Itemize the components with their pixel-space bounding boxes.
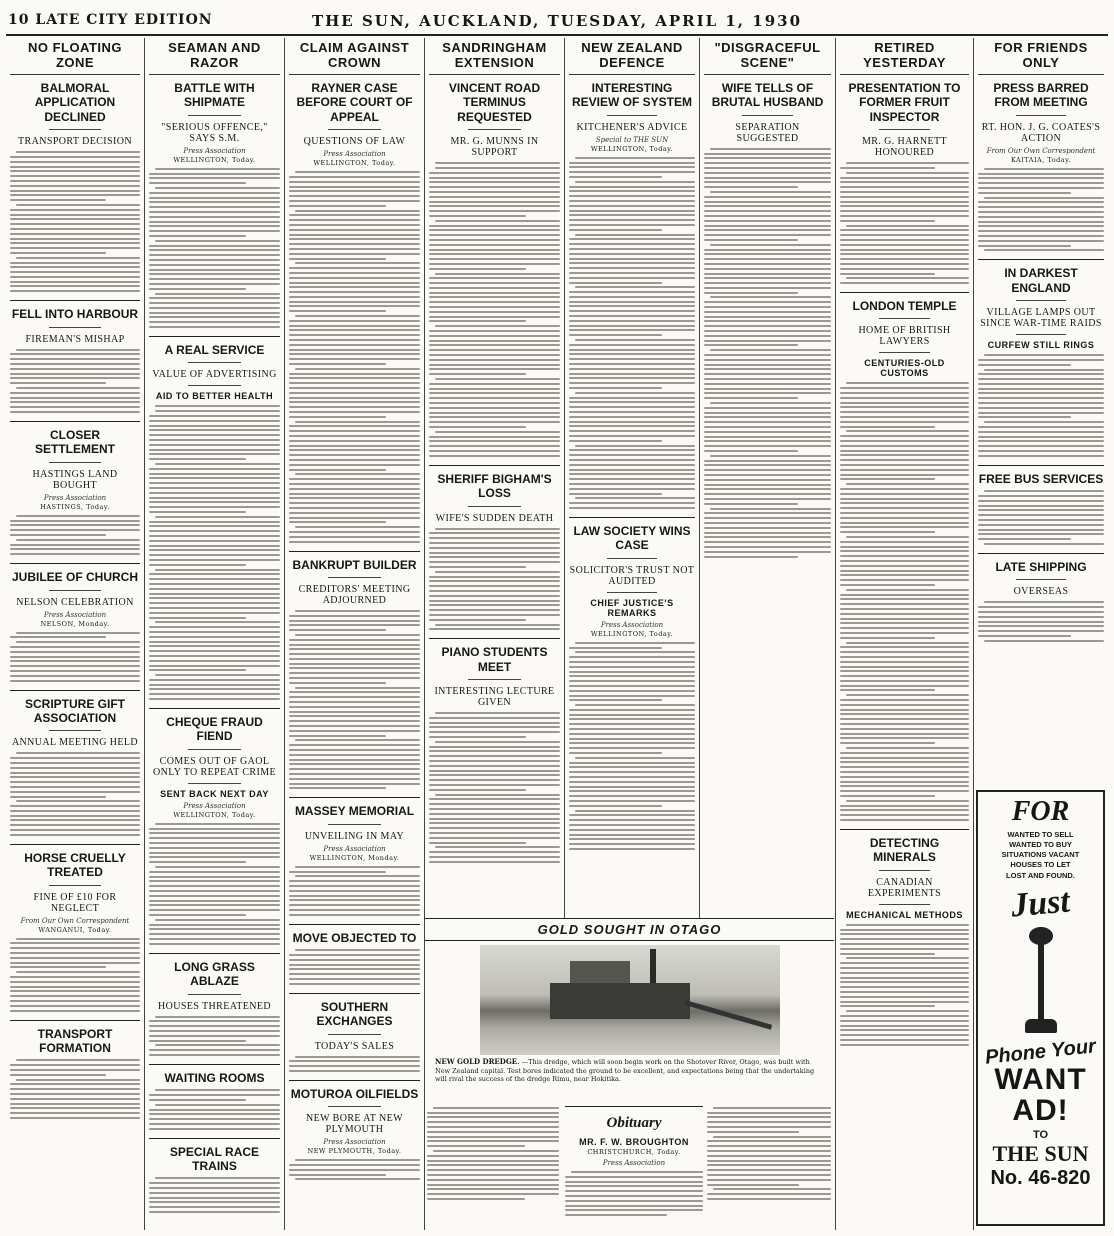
column-kicker: "DISGRACEFUL SCENE" bbox=[704, 38, 831, 75]
story-body-text bbox=[149, 1016, 280, 1056]
headline-rule bbox=[188, 115, 240, 116]
dredge-ladder-shape bbox=[684, 1000, 772, 1030]
story-byline: From Our Own Correspondent bbox=[20, 916, 130, 925]
story-headline: PIANO STUDENTS MEET bbox=[441, 645, 548, 674]
story-headline: SOUTHERN EXCHANGES bbox=[316, 999, 393, 1029]
story-divider bbox=[569, 517, 695, 518]
story-byline: Press Association bbox=[600, 620, 664, 629]
headline-rule bbox=[879, 318, 931, 319]
story-body-text bbox=[978, 601, 1104, 641]
story bbox=[429, 638, 560, 862]
story-body-text bbox=[289, 866, 420, 916]
story-subhead: VILLAGE LAMPS OUT SINCE WAR-TIME RAIDS bbox=[980, 307, 1102, 330]
story bbox=[10, 844, 140, 1012]
story-headline: LATE SHIPPING bbox=[995, 560, 1087, 574]
obituary-title: Obituary bbox=[606, 1115, 662, 1131]
story-headline: PRESENTATION TO FORMER FRUIT INSPECTOR bbox=[848, 81, 961, 124]
story-byline: Press Association bbox=[43, 493, 107, 502]
story-divider bbox=[10, 690, 140, 691]
column-2 bbox=[144, 38, 284, 1230]
story-subhead: TODAY'S SALES bbox=[314, 1040, 395, 1052]
story-dateline: WELLINGTON, Today. bbox=[173, 810, 256, 819]
story bbox=[10, 421, 140, 555]
column-kicker: RETIRED YESTERDAY bbox=[840, 38, 969, 75]
subhead-rule bbox=[188, 783, 240, 784]
story-body-text bbox=[10, 938, 140, 1012]
story-headline: CLOSER SETTLEMENT bbox=[35, 428, 115, 457]
story-subhead: COMES OUT OF GAOL ONLY TO REPEAT CRIME bbox=[152, 755, 277, 778]
column-kicker: NO FLOATING ZONE bbox=[10, 38, 140, 75]
story-subhead: SEPARATION SUGGESTED bbox=[735, 121, 800, 144]
story-divider bbox=[149, 708, 280, 709]
story-subhead-2: CURFEW STILL RINGS bbox=[987, 340, 1095, 351]
story-body-text bbox=[840, 162, 969, 284]
story-subhead: CREDITORS' MEETING ADJOURNED bbox=[298, 583, 411, 606]
story-headline: VINCENT ROAD TERMINUS REQUESTED bbox=[448, 81, 541, 124]
story bbox=[289, 81, 420, 543]
story-subhead-2: MECHANICAL METHODS bbox=[846, 909, 963, 920]
story-subhead: VALUE OF ADVERTISING bbox=[152, 369, 277, 381]
story-dateline: NELSON, Monday. bbox=[40, 619, 110, 628]
story-body-text bbox=[978, 168, 1104, 252]
ad-phone-number: No. 46-820 bbox=[990, 1166, 1091, 1189]
feature-headline: GOLD SOUGHT IN OTAGO bbox=[425, 918, 834, 941]
headline-rule bbox=[1016, 579, 1066, 580]
headline-rule bbox=[1016, 300, 1066, 301]
story-headline: SCRIPTURE GIFT ASSOCIATION bbox=[24, 696, 125, 725]
story bbox=[429, 465, 560, 631]
story-subhead-2: AID TO BETTER HEALTH bbox=[155, 391, 274, 402]
ad-to: TO bbox=[1032, 1128, 1049, 1141]
story-body-text bbox=[569, 157, 695, 509]
story bbox=[10, 690, 140, 836]
story-headline: TRANSPORT FORMATION bbox=[37, 1026, 113, 1055]
story-subhead: ANNUAL MEETING HELD bbox=[11, 737, 139, 749]
story bbox=[429, 81, 560, 457]
story bbox=[978, 81, 1104, 251]
story bbox=[704, 81, 831, 558]
ad-paper-name: THE SUN bbox=[992, 1140, 1089, 1166]
story-byline: Press Association bbox=[43, 610, 107, 619]
column-7 bbox=[835, 38, 973, 1230]
story-divider bbox=[289, 924, 420, 925]
story-body-text bbox=[10, 515, 140, 555]
story-body-text bbox=[149, 1177, 280, 1213]
caption-text: —This dredge, which will soon begin work on the Shotover River, Otago, was built with New Zealand capital. Test bores indicated the ground to be excellent, and expectations being that the undertaking will rival the success of the dredge Rimu, near Hokitika. bbox=[435, 1058, 815, 1083]
story-body-text bbox=[429, 528, 560, 631]
story-divider bbox=[429, 465, 560, 466]
subhead-rule bbox=[1016, 334, 1066, 335]
story-subhead: WIFE'S SUDDEN DEATH bbox=[435, 512, 554, 524]
headline-rule bbox=[49, 129, 101, 130]
story bbox=[840, 292, 969, 821]
story-body-text bbox=[289, 1056, 420, 1072]
story-headline: WAITING ROOMS bbox=[164, 1070, 265, 1085]
story-body-text bbox=[10, 752, 140, 836]
story-dateline: WELLINGTON, Today. bbox=[173, 155, 256, 164]
story-headline: DETECTING MINERALS bbox=[869, 836, 940, 865]
story-subhead: MR. G. HARNETT HONOURED bbox=[861, 136, 948, 159]
story-body-text bbox=[840, 382, 969, 821]
story-body-text bbox=[289, 949, 420, 985]
ad-category-item: LOST AND FOUND. bbox=[1006, 870, 1075, 880]
feature-right-text bbox=[707, 1104, 831, 1203]
headline-rule bbox=[188, 749, 240, 750]
story-body-text bbox=[149, 168, 280, 328]
story-dateline: WELLINGTON, Today. bbox=[590, 144, 674, 153]
story-headline: LAW SOCIETY WINS CASE bbox=[573, 523, 691, 553]
photo-caption bbox=[425, 1058, 834, 1083]
story-headline: IN DARKEST ENGLAND bbox=[1004, 266, 1078, 295]
story bbox=[840, 81, 969, 284]
story bbox=[149, 708, 280, 945]
story bbox=[289, 1080, 420, 1181]
story-subhead: TRANSPORT DECISION bbox=[18, 136, 132, 148]
headline-rule bbox=[49, 462, 101, 463]
story-body-text bbox=[10, 1059, 140, 1119]
headline-rule bbox=[468, 129, 520, 130]
gold-feature bbox=[425, 918, 834, 1230]
story-byline: Special to THE SUN bbox=[595, 135, 669, 144]
story-divider bbox=[10, 1020, 140, 1021]
story-body-text bbox=[149, 405, 280, 700]
story bbox=[10, 1020, 140, 1119]
headline-rule bbox=[468, 679, 520, 680]
column-kicker: SANDRINGHAM EXTENSION bbox=[429, 38, 560, 75]
story-body-text bbox=[569, 642, 695, 850]
story-body-text bbox=[429, 712, 560, 863]
story-body-text bbox=[149, 1089, 280, 1129]
obituary-block bbox=[565, 1098, 703, 1219]
story bbox=[289, 993, 420, 1072]
headline-rule bbox=[49, 885, 101, 886]
story-body-text bbox=[10, 349, 140, 413]
headline-rule bbox=[188, 994, 240, 995]
ad-category-item: HOUSES TO LET bbox=[1010, 860, 1071, 870]
story-subhead: OVERSEAS bbox=[1013, 586, 1069, 598]
story bbox=[10, 563, 140, 681]
newspaper-title-date: THE SUN, AUCKLAND, TUESDAY, APRIL 1, 1930 bbox=[311, 12, 803, 30]
ad-phone-your: Phone Your bbox=[984, 1034, 1097, 1069]
story-dateline: NEW PLYMOUTH, Today. bbox=[307, 1147, 402, 1156]
headline-rule bbox=[328, 1106, 380, 1107]
want-ad-advertisement[interactable] bbox=[976, 790, 1105, 1226]
story-subhead: SOLICITOR'S TRUST NOT AUDITED bbox=[569, 564, 695, 587]
story bbox=[289, 797, 420, 915]
story-dateline: WELLINGTON, Today. bbox=[590, 629, 674, 638]
story-headline: SPECIAL RACE TRAINS bbox=[169, 1144, 260, 1174]
story-divider bbox=[10, 563, 140, 564]
caption-title: NEW GOLD DREDGE. bbox=[435, 1057, 520, 1066]
story-byline: Press Association bbox=[183, 146, 246, 155]
story-headline: LONDON TEMPLE bbox=[852, 299, 957, 314]
story-divider bbox=[289, 993, 420, 994]
story bbox=[289, 551, 420, 790]
telephone-icon bbox=[1021, 927, 1061, 1037]
headline-rule bbox=[328, 577, 380, 578]
story-subhead: QUESTIONS OF LAW bbox=[303, 136, 406, 148]
story-subhead: FINE OF £10 FOR NEGLECT bbox=[33, 891, 117, 914]
story-headline: MASSEY MEMORIAL bbox=[294, 804, 415, 819]
subhead-rule bbox=[879, 352, 931, 353]
story-divider bbox=[149, 953, 280, 954]
story-dateline: WELLINGTON, Today. bbox=[313, 159, 396, 168]
story-subhead: HOME OF BRITISH LAWYERS bbox=[858, 325, 951, 348]
story-headline: A REAL SERVICE bbox=[164, 343, 265, 358]
story-headline: FREE BUS SERVICES bbox=[978, 471, 1104, 486]
headline-rule bbox=[468, 506, 520, 507]
news-columns bbox=[6, 38, 1108, 1230]
story-subhead: KITCHENER'S ADVICE bbox=[576, 121, 688, 133]
story-body-text bbox=[704, 148, 831, 558]
story bbox=[149, 336, 280, 700]
story-divider bbox=[289, 551, 420, 552]
story-headline: MOVE OBJECTED TO bbox=[292, 930, 417, 945]
story-headline: FELL INTO HARBOUR bbox=[11, 307, 139, 322]
headline-rule bbox=[1016, 115, 1066, 116]
story-subhead: UNVEILING IN MAY bbox=[304, 830, 405, 842]
subhead-rule bbox=[188, 385, 240, 386]
headline-rule bbox=[49, 327, 101, 328]
column-kicker: NEW ZEALAND DEFENCE bbox=[569, 38, 695, 75]
story bbox=[10, 300, 140, 413]
headline-rule bbox=[188, 362, 240, 363]
story-headline: LONG GRASS ABLAZE bbox=[174, 959, 255, 989]
story bbox=[840, 829, 969, 1046]
story-body-text bbox=[10, 151, 140, 292]
story bbox=[149, 1138, 280, 1213]
story-headline: WIFE TELLS OF BRUTAL HUSBAND bbox=[711, 81, 824, 110]
story-headline: BANKRUPT BUILDER bbox=[292, 557, 417, 572]
story bbox=[149, 953, 280, 1056]
subhead-rule bbox=[879, 904, 931, 905]
headline-rule bbox=[879, 129, 931, 130]
story-dateline: WELLINGTON, Monday. bbox=[309, 853, 400, 862]
obituary-text bbox=[565, 1171, 703, 1216]
dredge-hull-shape bbox=[550, 983, 690, 1019]
story-divider bbox=[149, 1064, 280, 1065]
column-3 bbox=[284, 38, 424, 1230]
story-divider bbox=[429, 638, 560, 639]
story-subhead: CANADIAN EXPERIMENTS bbox=[867, 876, 942, 899]
headline-rule bbox=[607, 115, 657, 116]
story-divider bbox=[978, 553, 1104, 554]
page-number-edition: 10 LATE CITY EDITION bbox=[8, 12, 213, 28]
story-body-text bbox=[10, 632, 140, 682]
story-byline: Press Association bbox=[323, 150, 386, 159]
subhead-rule bbox=[607, 592, 657, 593]
masthead bbox=[6, 4, 1108, 36]
column-kicker: CLAIM AGAINST CROWN bbox=[289, 38, 420, 75]
story-body-text bbox=[429, 162, 560, 457]
headline-rule bbox=[879, 870, 931, 871]
story-subhead: NEW BORE AT NEW PLYMOUTH bbox=[305, 1113, 403, 1136]
headline-rule bbox=[328, 1034, 380, 1035]
story-subhead: RT. HON. J. G. COATES'S ACTION bbox=[981, 121, 1101, 144]
story-headline: MOTUROA OILFIELDS bbox=[290, 1086, 419, 1101]
ad-category-item: WANTED TO SELL bbox=[1007, 830, 1074, 839]
story-subhead: NELSON CELEBRATION bbox=[16, 596, 134, 608]
story-dateline: HASTINGS, Today. bbox=[40, 502, 110, 511]
story bbox=[569, 517, 695, 850]
story-headline: RAYNER CASE BEFORE COURT OF APPEAL bbox=[296, 81, 413, 124]
story-divider bbox=[840, 829, 969, 830]
story bbox=[289, 924, 420, 985]
dredge-photo bbox=[480, 945, 780, 1055]
story-headline: INTERESTING REVIEW OF SYSTEM bbox=[571, 81, 692, 110]
story-divider bbox=[978, 465, 1104, 466]
story bbox=[978, 465, 1104, 545]
ad-category-item: WANTED TO BUY bbox=[1009, 840, 1072, 850]
headline-rule bbox=[607, 558, 657, 559]
story bbox=[978, 553, 1104, 642]
story-headline: BALMORAL APPLICATION DECLINED bbox=[34, 81, 116, 124]
story-subhead-2: CHIEF JUSTICE'S REMARKS bbox=[590, 597, 674, 618]
story-body-text bbox=[149, 823, 280, 945]
story-body-text bbox=[289, 171, 420, 542]
story-divider bbox=[10, 421, 140, 422]
story-divider bbox=[840, 292, 969, 293]
story-divider bbox=[289, 1080, 420, 1081]
story-byline: Press Association bbox=[323, 844, 386, 853]
story-body-text bbox=[289, 1159, 420, 1180]
story-byline: Press Association bbox=[183, 801, 246, 810]
ad-category-list bbox=[982, 830, 1099, 881]
story-dateline: KAITAIA, Today. bbox=[1010, 155, 1072, 164]
story-subhead: MR. G. MUNNS IN SUPPORT bbox=[450, 136, 539, 159]
story-headline: BATTLE WITH SHIPMATE bbox=[174, 81, 255, 110]
ad-just-script: Just bbox=[1009, 882, 1072, 925]
story-dateline: WANGANUI, Today. bbox=[38, 925, 112, 934]
story-headline: CHEQUE FRAUD FIEND bbox=[166, 715, 263, 744]
story-body-text bbox=[978, 490, 1104, 545]
story bbox=[149, 81, 280, 328]
obituary-dateline: CHRISTCHURCH, Today. bbox=[587, 1148, 681, 1156]
obituary-name: MR. F. W. BROUGHTON bbox=[579, 1137, 689, 1147]
ad-want-ad: WANT AD! bbox=[994, 1062, 1087, 1128]
story-subhead-2: CENTURIES-OLD CUSTOMS bbox=[864, 358, 945, 379]
ad-category-item: SITUATIONS VACANT bbox=[1001, 850, 1080, 860]
story-divider bbox=[149, 336, 280, 337]
story-subhead: FIREMAN'S MISHAP bbox=[25, 333, 125, 345]
story-divider bbox=[289, 797, 420, 798]
story-subhead: "SERIOUS OFFENCE," SAYS S.M. bbox=[161, 121, 268, 144]
story-headline: HORSE CRUELLY TREATED bbox=[24, 850, 126, 880]
story bbox=[978, 259, 1104, 457]
column-kicker: SEAMAN AND RAZOR bbox=[149, 38, 280, 75]
story-headline: JUBILEE OF CHURCH bbox=[11, 570, 138, 585]
story-subhead: INTERESTING LECTURE GIVEN bbox=[434, 686, 555, 709]
story-body-text bbox=[978, 354, 1104, 457]
headline-rule bbox=[49, 590, 101, 591]
story bbox=[10, 81, 140, 292]
story-divider bbox=[149, 1138, 280, 1139]
story-headline: SHERIFF BIGHAM'S LOSS bbox=[437, 471, 552, 501]
story bbox=[569, 81, 695, 509]
ad-for-heading: FOR bbox=[1011, 796, 1070, 827]
obituary-byline: Press Association bbox=[602, 1159, 666, 1167]
story-subhead-2: SENT BACK NEXT DAY bbox=[160, 788, 269, 799]
story-divider bbox=[978, 259, 1104, 260]
story-body-text bbox=[289, 610, 420, 789]
story-subhead: HOUSES THREATENED bbox=[157, 1000, 271, 1012]
story-divider bbox=[10, 300, 140, 301]
headline-rule bbox=[742, 115, 793, 116]
story bbox=[149, 1064, 280, 1130]
column-kicker: FOR FRIENDS ONLY bbox=[978, 38, 1104, 75]
story-byline: From Our Own Correspondent bbox=[986, 146, 1096, 155]
story-body-text bbox=[840, 924, 969, 1046]
story-headline: PRESS BARRED FROM MEETING bbox=[993, 81, 1089, 110]
headline-rule bbox=[49, 730, 101, 731]
column-1 bbox=[6, 38, 144, 1230]
feature-left-text bbox=[427, 1104, 559, 1203]
story-byline: Press Association bbox=[323, 1138, 386, 1147]
headline-rule bbox=[328, 824, 380, 825]
story-subhead: HASTINGS LAND BOUGHT bbox=[32, 468, 118, 491]
headline-rule bbox=[328, 129, 380, 130]
story-divider bbox=[10, 844, 140, 845]
